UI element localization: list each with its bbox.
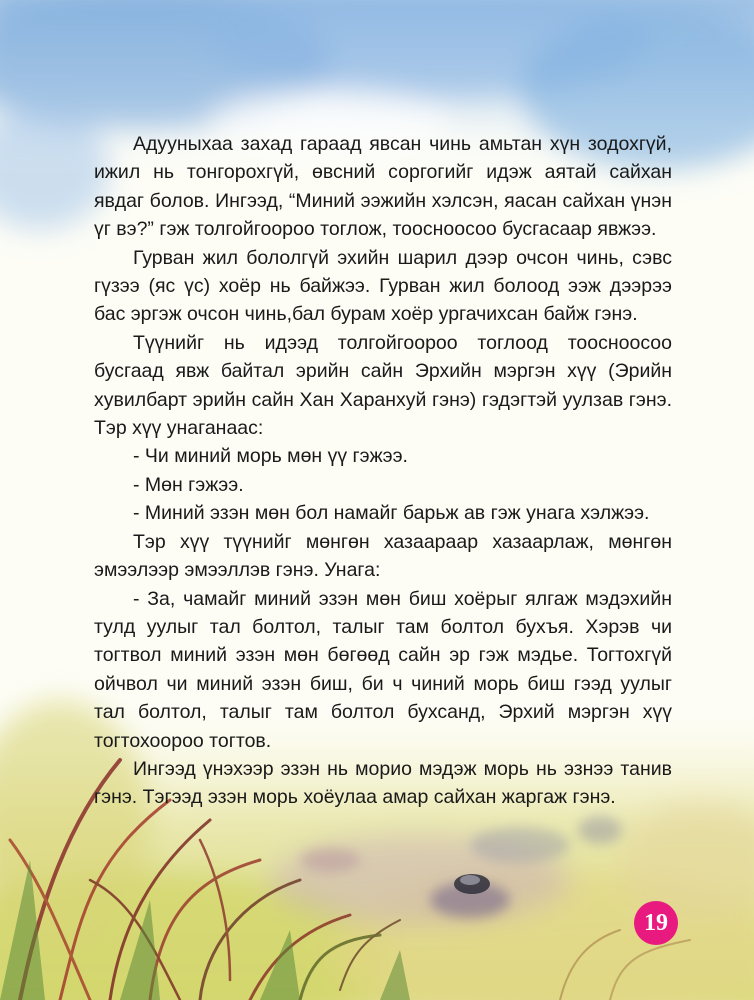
page-number-badge: 19: [634, 901, 678, 945]
dialogue-line: - Чи миний морь мөн үү гэжээ.: [133, 445, 408, 468]
story-text: [94, 130, 672, 812]
paragraph: Тэр хүү түүнийг мөнгөн хазаараар хазаарлаж, мөнгөн эмээлээр эмээллэв гэнэ. Унага:: [94, 530, 672, 582]
dialogue-line: - Миний эзэн мөн бол намайг барьж ав гэж унага хэлжээ.: [133, 502, 650, 525]
dialogue-line: - Мөн гэжээ.: [133, 473, 244, 496]
rock-illustration: [454, 874, 490, 894]
paragraph: Ингээд үнэхээр эзэн нь морио мэдэж морь нь эзнээ танив гэнэ. Тэгээд эзэн морь хоёулаа амар сайхан жаргаж гэнэ.: [94, 757, 672, 809]
paragraph: Түүнийг нь идээд толгойгоороо тоглоод тоосноосоо бусгаад явж байтал эрийн сайн Эрхийн мэргэн хүү (Эрийн хувилбарт эрийн сайн Хан Харанхуй гэнэ) гэдэгтэй уулзав гэнэ. Тэр хүү унаганаас:: [94, 331, 672, 440]
paragraph: Адууныхаа захад гараад явсан чинь амьтан хүн зодохгүй, ижил нь тонгорохгүй, өвсний соргогийг идэж аятай сайхан явдаг болов. Ингээд, “Миний ээжийн хэлсэн, яасан сайхан үнэн үг вэ?” гэж толгойгоороо тоглож, тоосноосоо бусгасаар явжээ.: [94, 133, 672, 241]
dialogue-line: - За, чамайг миний эзэн мөн биш хоёрыг ялгаж мэдэхийн тулд уулыг тал болтол, талыг там болтол бухъя. Хэрэв чи тогтвол миний эзэн мөн бөгөөд сайн эр гэж мэдье. Тогтохгүй ойчвол чи миний эзэн биш, би ч чиний морь биш гээд уулыг тал болтол, талыг там болтол бухсанд, Эрхий мэргэн хүү тогтохоороо тогтов.: [94, 587, 672, 752]
paragraph: Гурван жил бололгүй эхийн шарил дээр очсон чинь, сэвс гүзээ (яс үс) хоёр нь байжээ. Гурван жил болоод ээж дээрээ бас эргэж очсон чинь,бал бурам хоёр ургачихсан байж гэнэ.: [94, 246, 672, 326]
